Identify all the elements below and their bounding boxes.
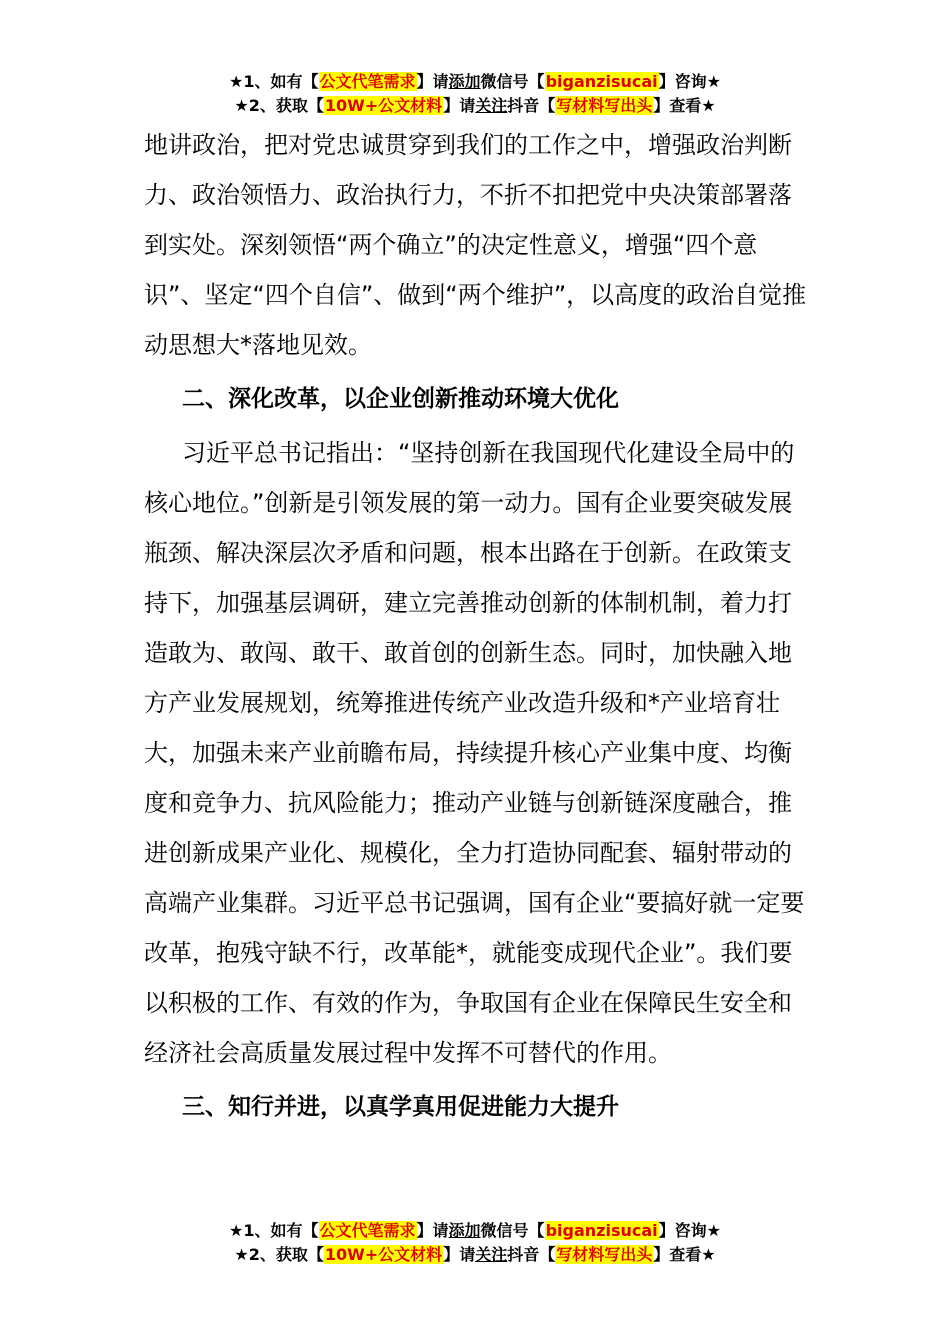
promo-line-2-mid2: 抖音【	[507, 1245, 556, 1264]
promo-highlight-wechat-id: biganzisucai	[545, 1221, 658, 1240]
footer-promo-banner	[0, 1219, 950, 1267]
header-promo-banner	[0, 70, 950, 118]
promo-line-1-prefix: ★1、如有【	[229, 1221, 319, 1240]
promo-line-1	[0, 70, 950, 94]
promo-line-2-prefix: ★2、获取【	[234, 1245, 324, 1264]
promo-line-1-mid1: 】请	[416, 72, 449, 91]
promo-line-2-suffix: 】查看★	[653, 96, 716, 115]
promo-line-2-mid2: 抖音【	[507, 96, 556, 115]
section-heading-3: 三、知行并进，以真学真用促进能力大提升	[182, 1094, 619, 1120]
promo-line-2	[0, 1243, 950, 1267]
promo-line-2-suffix: 】查看★	[653, 1245, 716, 1264]
promo-highlight-materials: 10W+公文材料	[324, 1245, 443, 1264]
promo-highlight-service: 公文代笔需求	[319, 1221, 416, 1240]
promo-line-1-mid1: 】请	[416, 1221, 449, 1240]
body-paragraph-2: 习近平总书记指出：“坚持创新在我国现代化建设全局中的核心地位。”创新是引领发展的第一动力。国有企业要突破发展瓶颈、解决深层次矛盾和问题，根本出路在于创新。在政策支持下，加强基层调研，建立完善推动创新的体制机制，着力打造敢为、敢闯、敢干、敢首创的创新生态。同时，加快融入地方产业发展规划，统筹推进传统产业改造升级和*产业培育壮大，加强未来产业前瞻布局，持续提升核心产业集中度、均衡度和竞争力、抗风险能力；推动产业链与创新链深度融合，推进创新成果产业化、规模化，全力打造协同配套、辐射带动的高端产业集群。习近平总书记强调，国有企业“要搞好就一定要改革，抱残守缺不行，改革能*，就能变成现代企业”。我们要以积极的工作、有效的作为，争取国有企业在保障民生安全和经济社会高质量发展过程中发挥不可替代的作用。	[144, 439, 805, 1067]
promo-line-1	[0, 1219, 950, 1243]
promo-line-2	[0, 94, 950, 118]
promo-line-2-mid1: 】请	[443, 96, 476, 115]
promo-line-1-suffix: 】咨询★	[658, 1221, 721, 1240]
promo-line-1-prefix: ★1、如有【	[229, 72, 319, 91]
promo-highlight-douyin: 写材料写出头	[556, 96, 653, 115]
promo-line-1-suffix: 】咨询★	[658, 72, 721, 91]
promo-line-2-emphasis: 关注	[475, 1245, 508, 1264]
promo-line-1-emphasis: 添加	[448, 1221, 481, 1240]
promo-line-1-emphasis: 添加	[448, 72, 481, 91]
promo-line-2-emphasis: 关注	[475, 96, 508, 115]
promo-highlight-douyin: 写材料写出头	[556, 1245, 653, 1264]
promo-highlight-materials: 10W+公文材料	[324, 96, 443, 115]
body-paragraph-1: 地讲政治，把对党忠诚贯穿到我们的工作之中，增强政治判断力、政治领悟力、政治执行力，不折不扣把党中央决策部署落到实处。深刻领悟“两个确立”的决定性意义，增强“四个意识”、坚定“四个自信”、做到“两个维护”，以高度的政治自觉推动思想大*落地见效。	[144, 131, 807, 359]
promo-highlight-service: 公文代笔需求	[319, 72, 416, 91]
promo-highlight-wechat-id: biganzisucai	[545, 72, 658, 91]
promo-line-2-mid1: 】请	[443, 1245, 476, 1264]
document-body	[144, 120, 814, 1136]
section-heading-2: 二、深化改革，以企业创新推动环境大优化	[182, 386, 619, 412]
promo-line-2-prefix: ★2、获取【	[234, 96, 324, 115]
promo-line-1-mid2: 微信号【	[480, 72, 545, 91]
promo-line-1-mid2: 微信号【	[480, 1221, 545, 1240]
